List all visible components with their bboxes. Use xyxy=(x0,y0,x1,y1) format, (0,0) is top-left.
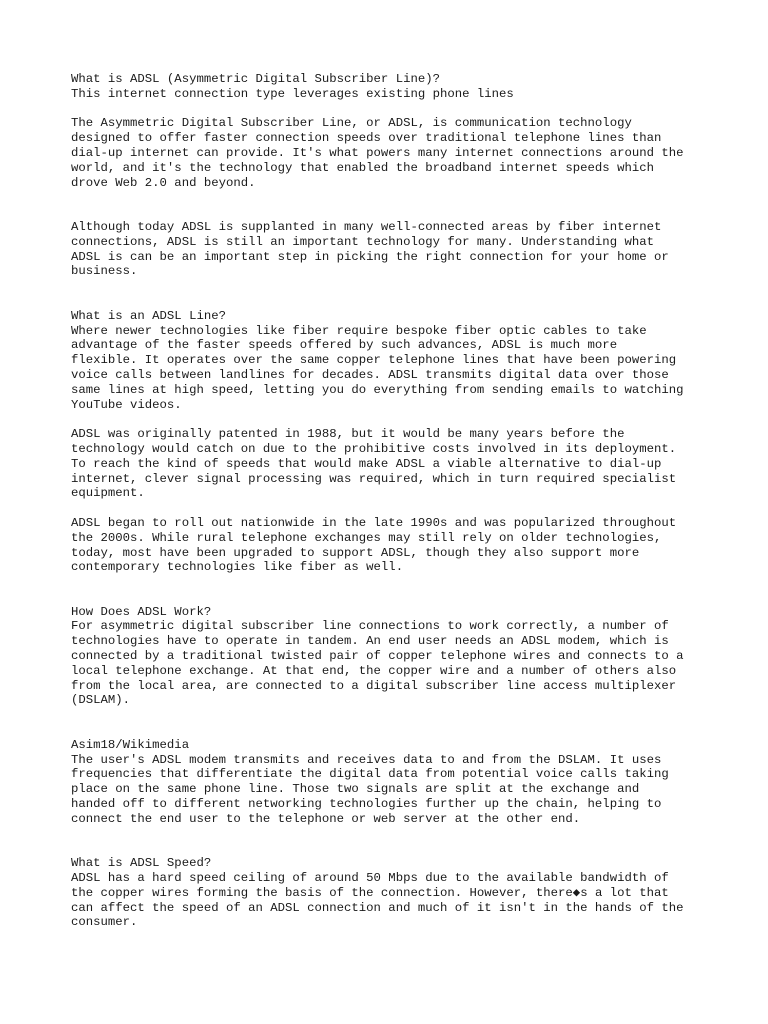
adsl-line-paragraph-1 xyxy=(71,324,711,413)
spacer xyxy=(71,827,711,857)
spacer xyxy=(71,279,711,309)
text-line: drove Web 2.0 and beyond. xyxy=(71,175,256,190)
adsl-line-paragraph-3 xyxy=(71,516,711,575)
spacer xyxy=(71,412,711,427)
text-line: ADSL has a hard speed ceiling of around 50 Mbps due to the available bandwidth of xyxy=(71,871,669,886)
text-line: frequencies that differentiate the digital data from potential voice calls taking xyxy=(71,767,669,782)
spacer xyxy=(71,501,711,516)
text-line: handed off to different networking technologies further up the chain, helping to xyxy=(71,797,662,812)
spacer xyxy=(71,190,711,220)
text-line: can affect the speed of an ADSL connection and much of it isn't in the hands of the xyxy=(71,900,684,915)
intro-paragraph xyxy=(71,116,711,190)
text-line: voice calls between landlines for decades. ADSL transmits digital data over those xyxy=(71,367,669,382)
text-line: business. xyxy=(71,264,138,279)
adsl-line-paragraph-2 xyxy=(71,427,711,501)
text-line: ADSL was originally patented in 1988, but it would be many years before the xyxy=(71,427,625,442)
section-heading-adsl-speed: What is ADSL Speed? xyxy=(71,856,212,871)
text-line: The Asymmetric Digital Subscriber Line, or ADSL, is communication technology xyxy=(71,116,632,131)
second-paragraph xyxy=(71,220,711,279)
text-line: internet, clever signal processing was required, which in turn required specialist xyxy=(71,471,677,486)
spacer xyxy=(71,708,711,738)
text-line: Where newer technologies like fiber require bespoke fiber optic cables to take xyxy=(71,323,647,338)
text-line: flexible. It operates over the same copper telephone lines that have been powering xyxy=(71,353,677,368)
text-line: technology would catch on due to the prohibitive costs involved in its deployment. xyxy=(71,441,677,456)
text-line: the 2000s. While rural telephone exchanges may still rely on older technologies, xyxy=(71,530,662,545)
text-line: advantage of the faster speeds offered by such advances, ADSL is much more xyxy=(71,338,618,353)
text-line: connections, ADSL is still an important technology for many. Understanding what xyxy=(71,234,654,249)
document-title: What is ADSL (Asymmetric Digital Subscriber Line)? xyxy=(71,72,440,86)
text-line: technologies have to operate in tandem. An end user needs an ADSL modem, which is xyxy=(71,634,669,649)
text-line: the copper wires forming the basis of the connection. However, there◆s a lot that xyxy=(71,885,669,900)
section-heading-adsl-line: What is an ADSL Line? xyxy=(71,308,226,323)
image-credit: Asim18/Wikimedia xyxy=(71,737,190,752)
adsl-speed-paragraph-1 xyxy=(71,871,711,930)
adsl-work-paragraph-2 xyxy=(71,753,711,827)
text-line: equipment. xyxy=(71,486,145,501)
text-line: For asymmetric digital subscriber line connections to work correctly, a number of xyxy=(71,619,669,634)
text-line: (DSLAM). xyxy=(71,693,131,708)
text-line: The user's ADSL modem transmits and receives data to and from the DSLAM. It uses xyxy=(71,752,662,767)
section-heading-adsl-work: How Does ADSL Work? xyxy=(71,604,212,619)
spacer xyxy=(71,575,711,605)
text-line: connect the end user to the telephone or web server at the other end. xyxy=(71,811,581,826)
spacer xyxy=(71,102,711,117)
document-subtitle: This internet connection type leverages existing phone lines xyxy=(71,86,514,101)
text-line: place on the same phone line. Those two signals are split at the exchange and xyxy=(71,782,640,797)
text-line: ADSL began to roll out nationwide in the late 1990s and was popularized throughout xyxy=(71,515,677,530)
text-line: ADSL is can be an important step in picking the right connection for your home or xyxy=(71,249,669,264)
text-line: contemporary technologies like fiber as well. xyxy=(71,560,404,575)
adsl-work-paragraph-1 xyxy=(71,619,711,708)
text-line: from the local area, are connected to a digital subscriber line access multiplexer xyxy=(71,678,677,693)
text-line: today, most have been upgraded to support ADSL, though they also support more xyxy=(71,545,640,560)
text-line: connected by a traditional twisted pair of copper telephone wires and connects to a xyxy=(71,649,684,664)
text-line: dial-up internet can provide. It's what powers many internet connections around the xyxy=(71,145,684,160)
text-line: To reach the kind of speeds that would make ADSL a viable alternative to dial-up xyxy=(71,456,662,471)
text-line: YouTube videos. xyxy=(71,397,182,412)
text-line: Although today ADSL is supplanted in many well-connected areas by fiber internet xyxy=(71,219,662,234)
document-page xyxy=(71,72,711,930)
text-line: designed to offer faster connection speeds over traditional telephone lines than xyxy=(71,131,662,146)
text-line: same lines at high speed, letting you do everything from sending emails to watching xyxy=(71,382,684,397)
text-line: world, and it's the technology that enabled the broadband internet speeds which xyxy=(71,160,654,175)
text-line: local telephone exchange. At that end, the copper wire and a number of others also xyxy=(71,663,677,678)
text-line: consumer. xyxy=(71,915,138,930)
